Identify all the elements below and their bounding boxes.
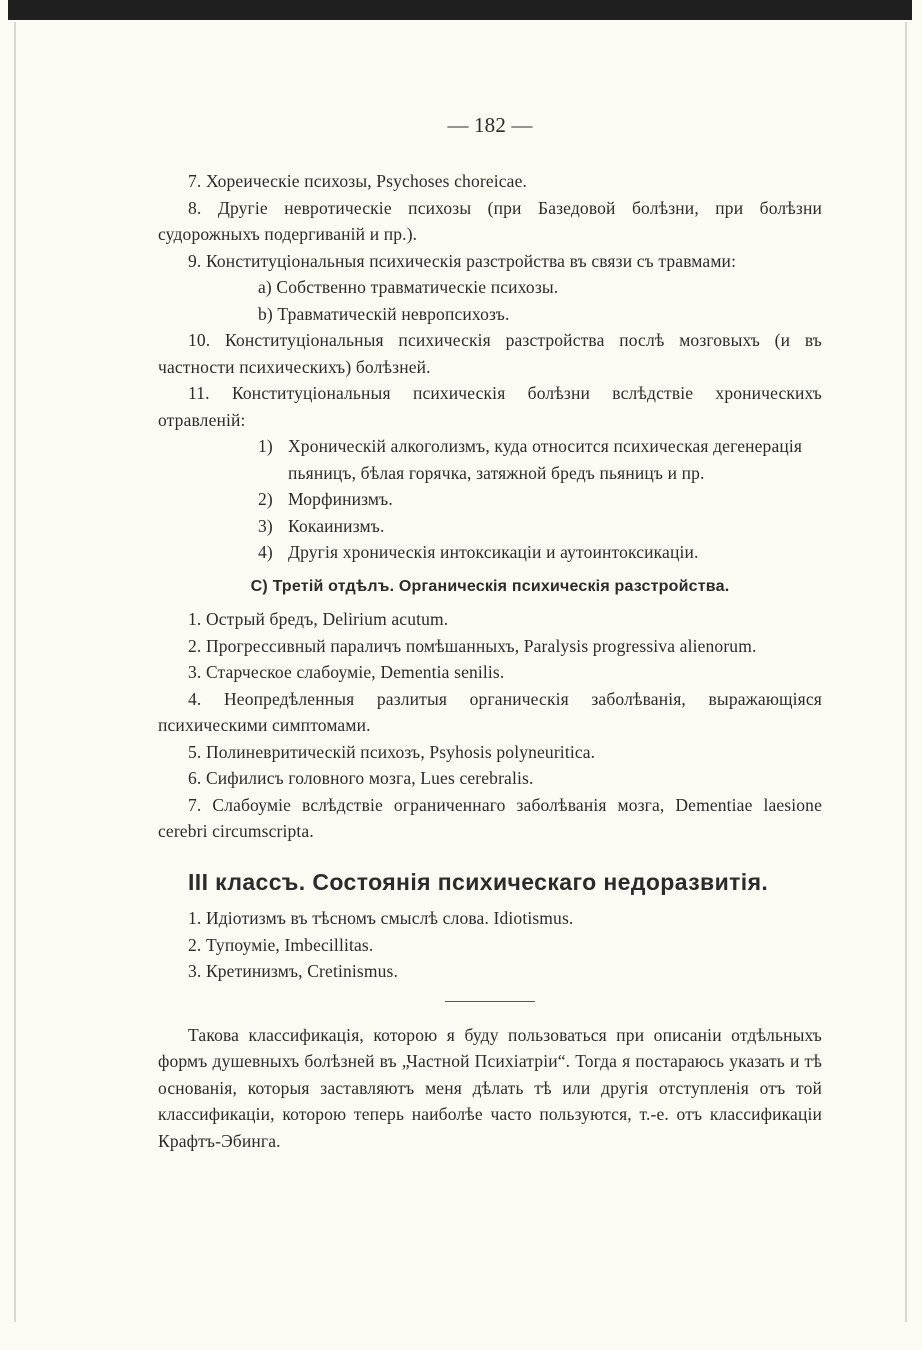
sub-item-number: 1) (258, 436, 273, 456)
sub-item-number: 4) (258, 542, 273, 562)
scan-top-edge (8, 0, 912, 20)
sub-item-11-4 (158, 539, 822, 566)
list-item-8: 8. Другіе невротическіе психозы (при Базедовой болѣзни, при болѣзни судорожныхъ подергиваній и пр.). (158, 197, 822, 244)
list-item-c1: 1. Острый бредъ, Delirium acutum. (188, 609, 449, 629)
sub-item-11-3 (158, 513, 822, 540)
class-heading-iii: III классъ. Состоянія психическаго недоразвитія. (188, 868, 769, 895)
sub-item-11-1 (158, 433, 822, 486)
list-item-7: 7. Хореическіе психозы, Psychoses choreicae. (188, 171, 528, 191)
list-item-c5: 5. Полиневритическій психозъ, Psyhosis polyneuritica. (188, 741, 596, 762)
page-left-edge (14, 22, 16, 1322)
list-item-iii-1: 1. Идіотизмъ въ тѣсномъ смыслѣ слова. Idiotismus. (188, 908, 574, 928)
sub-item-9b: b) Травматическій невропсихозъ. (258, 303, 510, 324)
sub-item-number: 2) (258, 489, 273, 509)
list-item-9: 9. Конституціональныя психическія разстройства въ связи съ травмами: (188, 250, 737, 271)
sub-item-text: Хроническій алкоголизмъ, куда относится психическая дегенерація пьяницъ, бѣлая горячка, затяжной бредъ пьяницъ и пр. (288, 436, 803, 483)
section-divider (445, 1001, 535, 1002)
list-item-10: 10. Конституціональныя психическія разстройства послѣ мозговыхъ (и въ частности психическихъ) болѣзней. (158, 330, 822, 377)
list-item-11: 11. Конституціональныя психическія болѣзни вслѣдствіе хроническихъ отравленій: (158, 383, 822, 430)
list-item-c4: 4. Неопредѣленныя разлитыя органическія заболѣванія, выражающіяся психическими симптомами. (158, 688, 822, 735)
section-heading-c: C) Третій отдѣлъ. Органическія психическія разстройства. (250, 577, 730, 595)
sub-item-number: 3) (258, 515, 273, 536)
list-item-iii-2: 2. Тупоуміе, Imbecillitas. (188, 934, 374, 955)
list-item-c2: 2. Прогрессивный параличъ помѣшанныхъ, Paralysis progressiva alienorum. (188, 635, 757, 656)
page-content (158, 110, 822, 1154)
sub-item-text: Другія хроническія интоксикаціи и аутоинтоксикаціи. (288, 542, 699, 562)
list-item-c6: 6. Сифилисъ головного мозга, Lues cerebralis. (188, 768, 534, 788)
list-item-c3: 3. Старческое слабоуміе, Dementia senilis. (188, 662, 505, 682)
sub-item-9a: a) Собственно травматическіе психозы. (258, 277, 559, 297)
sub-item-text: Кокаинизмъ. (288, 515, 385, 536)
page-number: — 182 — (447, 113, 533, 137)
sub-item-11-2 (158, 486, 822, 513)
closing-paragraph-block (158, 1022, 822, 1155)
list-item-iii-3: 3. Кретинизмъ, Cretinismus. (188, 961, 398, 981)
list-item-c7: 7. Слабоуміе вслѣдствіе ограниченнаго заболѣванія мозга, Dementiae laesione cerebri circumscripta. (158, 794, 822, 841)
sub-item-text: Морфинизмъ. (288, 489, 393, 509)
page-right-edge (905, 22, 907, 1322)
closing-paragraph: Такова классификація, которою я буду пользоваться при описаніи отдѣльныхъ формъ душевныхъ болѣзней въ „Частной Психіатріи“. Тогда я постараюсь указать и тѣ основанія, которыя заставляютъ меня дѣлать тѣ или другія отступленія отъ той классификаціи, которою теперь наиболѣе часто пользуются, т.-е. отъ классификаціи Крафтъ-Эбинга. (158, 1024, 822, 1151)
